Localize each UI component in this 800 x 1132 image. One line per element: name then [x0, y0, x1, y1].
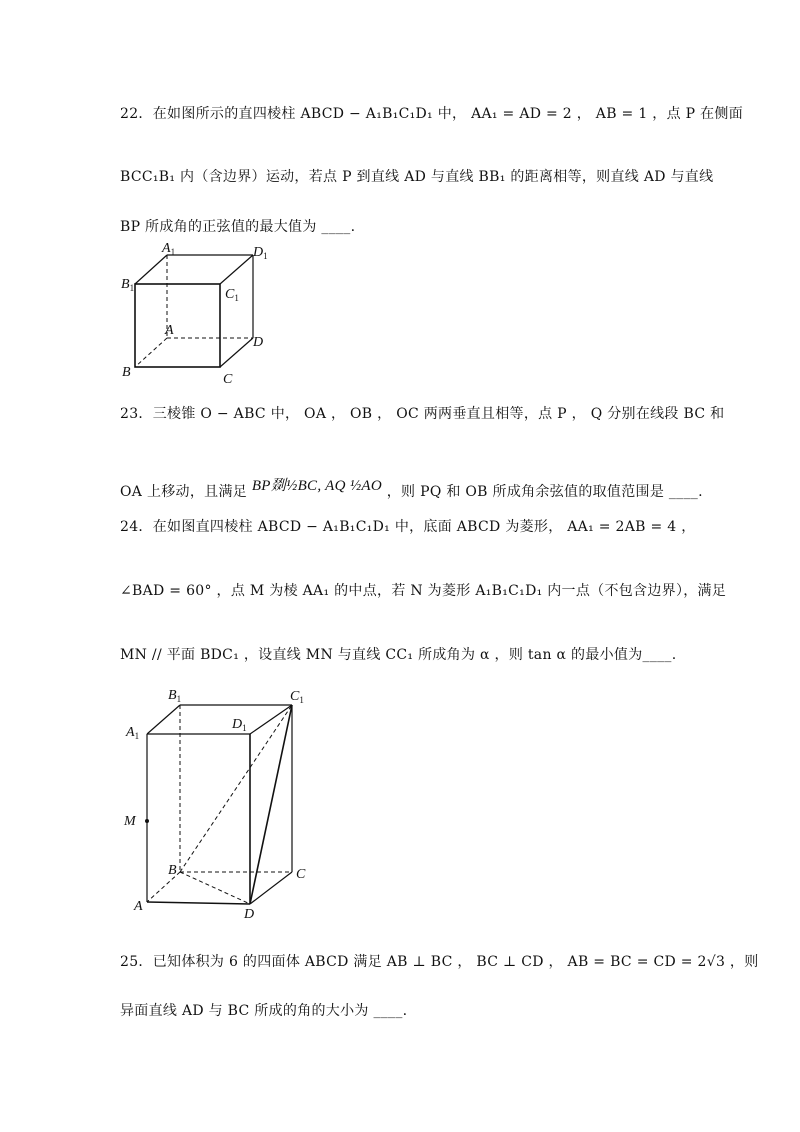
- label-D: D: [244, 907, 255, 922]
- q23-line-2: [120, 480, 703, 501]
- q24-prism-figure: [120, 682, 330, 922]
- label-A1: $A_1$: [162, 241, 176, 257]
- q24-line-2: ∠BAD = 60° ，点 M 为棱 AA₁ 的中点，若 N 为菱形 A₁B₁C₁D₁ 内一点（不包含边界），满足: [120, 583, 727, 599]
- label-C: C: [296, 867, 306, 882]
- q23-line-1: 23．三棱锥 O − ABC 中， OA ， OB ， OC 两两垂直且相等，点 P ， Q 分别在线段 BC 和: [120, 406, 725, 422]
- q22-line-1: 22．在如图所示的直四棱柱 ABCD − A₁B₁C₁D₁ 中， AA₁ = AD = 2 ， AB = 1 ，点 P 在侧面: [120, 106, 744, 122]
- label-B: B: [122, 365, 131, 380]
- q22-prism-figure: [115, 240, 275, 390]
- label-B1: $B_1$: [168, 688, 182, 704]
- q23-condition: BP剟½BC, AQ ½AO: [251, 478, 382, 494]
- label-D1: $D_1$: [253, 245, 268, 261]
- label-A: A: [165, 323, 174, 338]
- q24-line-3: MN // 平面 BDC₁ ，设直线 MN 与直线 CC₁ 所成角为 α ，则 tan α 的最小值为____.: [120, 647, 677, 663]
- q23-line-2-start: OA 上移动，且满足: [120, 484, 248, 500]
- label-C: C: [223, 372, 233, 387]
- q23-line-2-end: ，则 PQ 和 OB 所成角余弦值的取值范围是 ____.: [386, 484, 703, 500]
- label-C1: $C_1$: [225, 287, 239, 303]
- label-M: M: [124, 814, 136, 829]
- label-B1: $B_1$: [121, 277, 135, 293]
- label-C1: $C_1$: [290, 689, 304, 705]
- q24-line-1: 24．在如图直四棱柱 ABCD − A₁B₁C₁D₁ 中，底面 ABCD 为菱形， AA₁ = 2AB = 4 ，: [120, 519, 696, 535]
- q25-line-2: 异面直线 AD 与 BC 所成的角的大小为 ____.: [120, 1003, 408, 1019]
- label-D1: $D_1$: [232, 717, 247, 733]
- q22-line-3: BP 所成角的正弦值的最大值为 ____.: [120, 219, 356, 235]
- q25-line-1: 25．已知体积为 6 的四面体 ABCD 满足 AB ⊥ BC ， BC ⊥ CD ， AB = BC = CD = 2√3 ，则: [120, 954, 759, 970]
- label-A: A: [134, 899, 143, 914]
- label-A1: $A_1$: [126, 725, 140, 741]
- label-D: D: [253, 335, 264, 350]
- label-B: B: [168, 863, 177, 878]
- q22-line-2: BCC₁B₁ 内（含边界）运动，若点 P 到直线 AD 与直线 BB₁ 的距离相等，则直线 AD 与直线: [120, 169, 714, 185]
